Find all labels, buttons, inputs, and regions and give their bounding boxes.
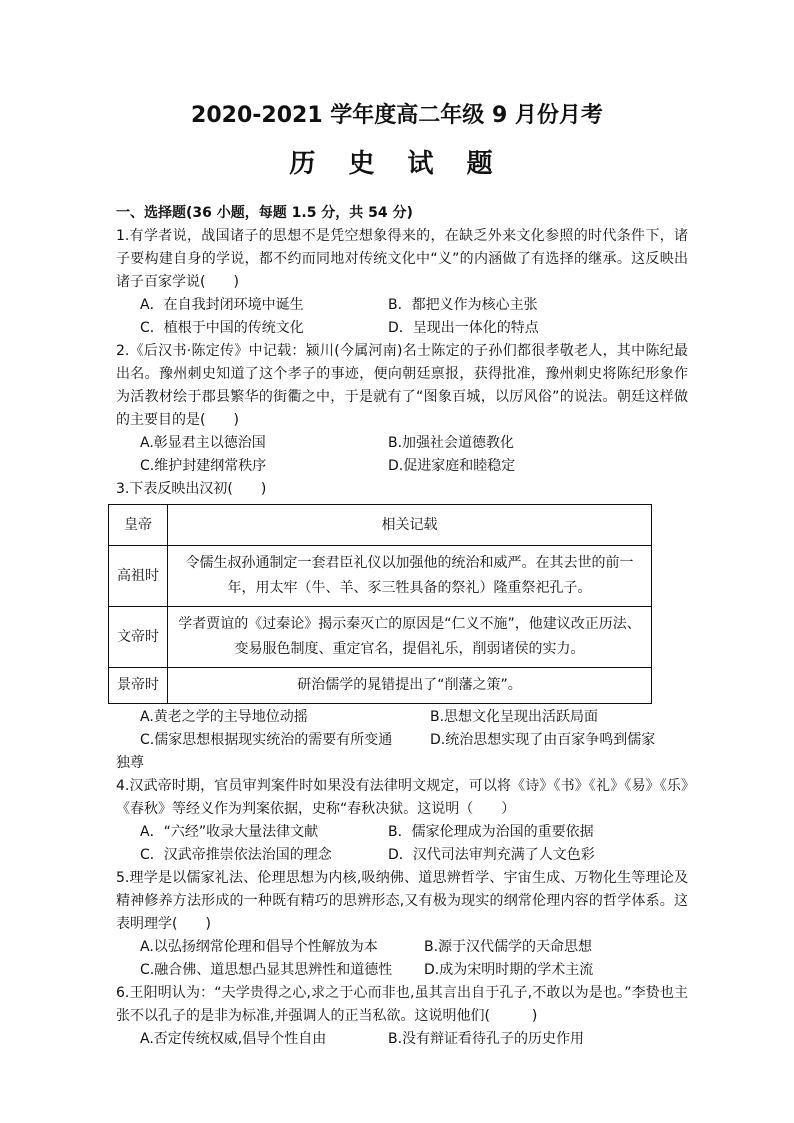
emperor-cell: 高祖时 — [109, 546, 168, 607]
option-b: B.加强社会道德教化 — [388, 435, 515, 451]
question-6-options — [116, 1028, 688, 1051]
question-3-stem: 3.下表反映出汉初( ) — [116, 481, 267, 497]
option-c: C.融合佛、道思想凸显其思辨性和道德性 — [140, 962, 393, 978]
option-b: B.思想文化呈现出活跃局面 — [430, 709, 599, 725]
question-1-options — [116, 294, 688, 340]
option-c: C.儒家思想根据现实统治的需要有所变通 — [140, 732, 393, 748]
column-header-record: 相关记载 — [168, 505, 652, 546]
table-row — [109, 668, 652, 704]
question-3-options — [116, 706, 688, 752]
question-5-stem: 5.理学是以儒家礼法、伦理思想为内核,吸纳佛、道思辨哲学、宇宙生成、万物化生等理论及精神修养方法形成的一种既有精巧的思辨形态,又有极为现实的纲常伦理内容的哲学体系。这表明理学( ) — [116, 870, 688, 932]
record-cell: 学者贾谊的《过秦论》揭示秦灭亡的原因是“仁义不施”，他建议改正历法、变易服色制度、重定官名，提倡礼乐，削弱诸侯的实力。 — [168, 607, 652, 668]
option-b: B.没有辩证看待孔子的历史作用 — [388, 1031, 585, 1047]
option-a: A．在自我封闭环境中诞生 — [140, 297, 304, 313]
question-6-stem: 6.王阳明认为：“夫学贵得之心,求之于心而非也,虽其言出自于孔子,不敢以为是也。”李贽也主张不以孔子的是非为标准,并强调人的正当私欲。这说明他们( ) — [116, 985, 688, 1024]
option-d: D.统治思想实现了由百家争鸣到儒家 — [430, 732, 656, 748]
record-cell: 令儒生叔孙通制定一套君臣礼仪以加强他的统治和威严。在其去世的前一年，用太牢（牛、羊、豕三牲具备的祭礼）隆重祭祀孔子。 — [168, 546, 652, 607]
table-header-row — [109, 505, 652, 546]
question-4-stem: 4.汉武帝时期，官员审判案件时如果没有法律明文规定，可以将《诗》《书》《礼》《易》《乐》《春秋》等经义作为判案依据，史称“春秋决狱。这说明（ ） — [116, 778, 688, 817]
option-d: D．汉代司法审判充满了人文色彩 — [388, 847, 595, 863]
column-header-emperor: 皇帝 — [109, 505, 168, 546]
option-a: A.黄老之学的主导地位动摇 — [140, 709, 308, 725]
subject-title: 历 史 试 题 — [289, 149, 505, 179]
option-c: C．植根于中国的传统文化 — [140, 320, 304, 336]
option-d: D．呈现出一体化的特点 — [388, 320, 539, 336]
question-2-options — [116, 432, 688, 478]
option-a: A.否定传统权威,倡导个性自由 — [140, 1031, 327, 1047]
option-b: B．都把义作为核心主张 — [388, 297, 538, 313]
question-2-stem: 2.《后汉书·陈定传》中记载：颍川(今属河南)名士陈定的子孙们都很孝敬老人，其中陈纪最出名。豫州刺史知道了这个孝子的事迹，便向朝廷禀报，获得批准，豫州刺史将陈纪形象作为活教材绘于郡县繁华的街衢之中，于是就有了“图象百城，以厉风俗”的说法。朝廷这样做的主要目的是( ) — [116, 343, 688, 428]
option-d: D.促进家庭和睦稳定 — [388, 458, 516, 474]
table-row — [109, 607, 652, 668]
option-c: C.维护封建纲常秩序 — [140, 458, 267, 474]
option-a: A．“六经”收录大量法律文献 — [140, 824, 319, 840]
record-cell: 研治儒学的晁错提出了“削藩之策”。 — [168, 668, 652, 704]
emperor-cell: 景帝时 — [109, 668, 168, 704]
option-b: B.源于汉代儒学的天命思想 — [424, 939, 593, 955]
history-records-table — [108, 504, 652, 704]
option-d: D.成为宋明时期的学术主流 — [424, 962, 594, 978]
question-1-stem: 1.有学者说，战国诸子的思想不是凭空想象得来的，在缺乏外来文化参照的时代条件下，诸子要构建自身的学说，都不约而同地对传统文化中“义”的内涵做了有选择的继承。这反映出诸子百家学说( ) — [116, 228, 688, 290]
exam-content — [116, 202, 688, 1051]
emperor-cell: 文帝时 — [109, 607, 168, 668]
option-a: A.彰显君主以德治国 — [140, 435, 266, 451]
exam-title: 2020-2021 学年度高二年级 9 月份月考 — [191, 103, 603, 128]
section-heading: 一、选择题(36 小题，每题 1.5 分，共 54 分) — [116, 205, 413, 221]
option-a: A.以弘扬纲常伦理和倡导个性解放为本 — [140, 939, 378, 955]
option-c: C．汉武帝推崇依法治国的理念 — [140, 847, 332, 863]
table-row — [109, 546, 652, 607]
option-d-continuation: 独尊 — [116, 755, 144, 771]
question-4-options — [116, 821, 688, 867]
option-b: B．儒家伦理成为治国的重要依据 — [388, 824, 594, 840]
question-5-options — [116, 936, 688, 982]
